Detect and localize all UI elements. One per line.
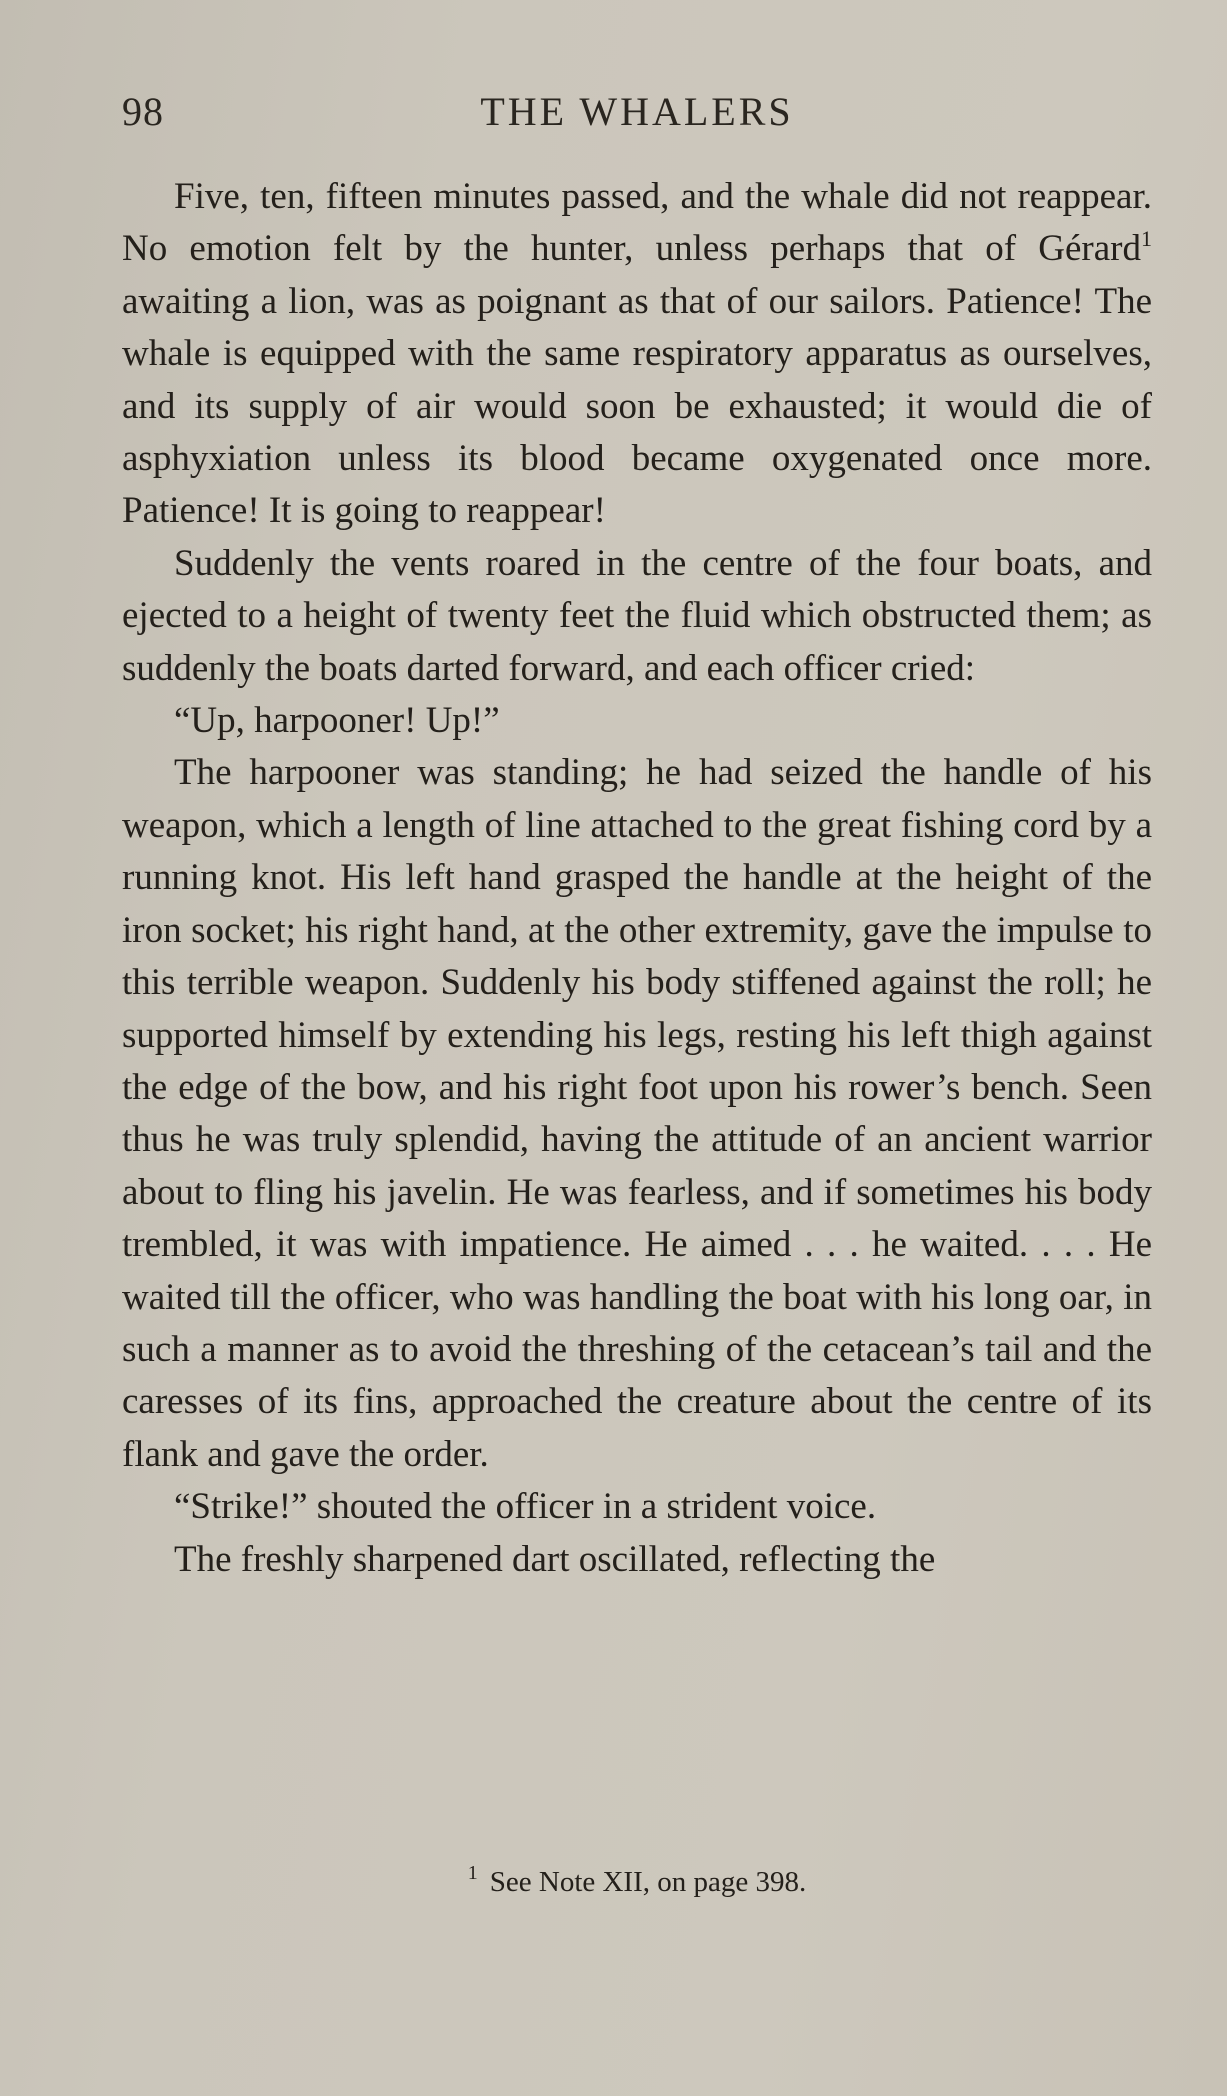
footnote-reference: 1: [1141, 226, 1152, 252]
paragraph-1-text-a: Five, ten, fifteen minutes passed, and the whale did not reappear. No emotion felt by the hunter, unless perhaps that of Gérard: [122, 176, 1152, 270]
page-header: [122, 88, 1152, 148]
paragraph-2: Suddenly the vents roared in the centre of the four boats, and ejected to a height of twenty feet the fluid which obstructed them; as suddenly the boats darted forward, and each officer cried:: [122, 542, 1152, 689]
paragraph-5: “Strike!” shouted the officer in a strident voice.: [174, 1486, 877, 1528]
page-number: 98: [122, 89, 164, 134]
paragraph-6: The freshly sharpened dart oscillated, reflecting the: [174, 1538, 936, 1580]
body-text: [122, 171, 1152, 1586]
paragraph-1-text-b: awaiting a lion, was as poignant as that of our sailors. Patience! The whale is equipped with the same respiratory apparatus as ourselves, and its supply of air would soon be exhausted; it would die of asphyxiation unless its blood became oxygenated once more. Patience! It is going to reappear!: [122, 280, 1152, 532]
paragraph-1: [122, 171, 1152, 538]
running-title: THE WHALERS: [480, 89, 794, 134]
footnote-text: See Note XII, on page 398.: [489, 1866, 807, 1898]
paragraph-3: “Up, harpooner! Up!”: [174, 700, 500, 742]
footnote: [122, 1862, 1152, 1899]
footnote-number: 1: [467, 1862, 478, 1884]
paragraph-4: The harpooner was standing; he had seized the handle of his weapon, which a length of line attached to the great fishing cord by a running knot. His left hand grasped the handle at the height of the iron socket; his right hand, at the other extremity, gave the impulse to this terrible weapon. Suddenly his body stiffened against the roll; he supported himself by extending his legs, resting his left thigh against the edge of the bow, and his right foot upon his rower’s bench. Seen thus he was truly splendid, having the attitude of an ancient warrior about to fling his javelin. He was fearless, and if sometimes his body trembled, it was with impatience. He aimed . . . he waited. . . . He waited till the officer, who was handling the boat with his long oar, in such a manner as to avoid the threshing of the cetacean’s tail and the caresses of its fins, approached the creature about the centre of its flank and gave the order.: [122, 752, 1152, 1475]
